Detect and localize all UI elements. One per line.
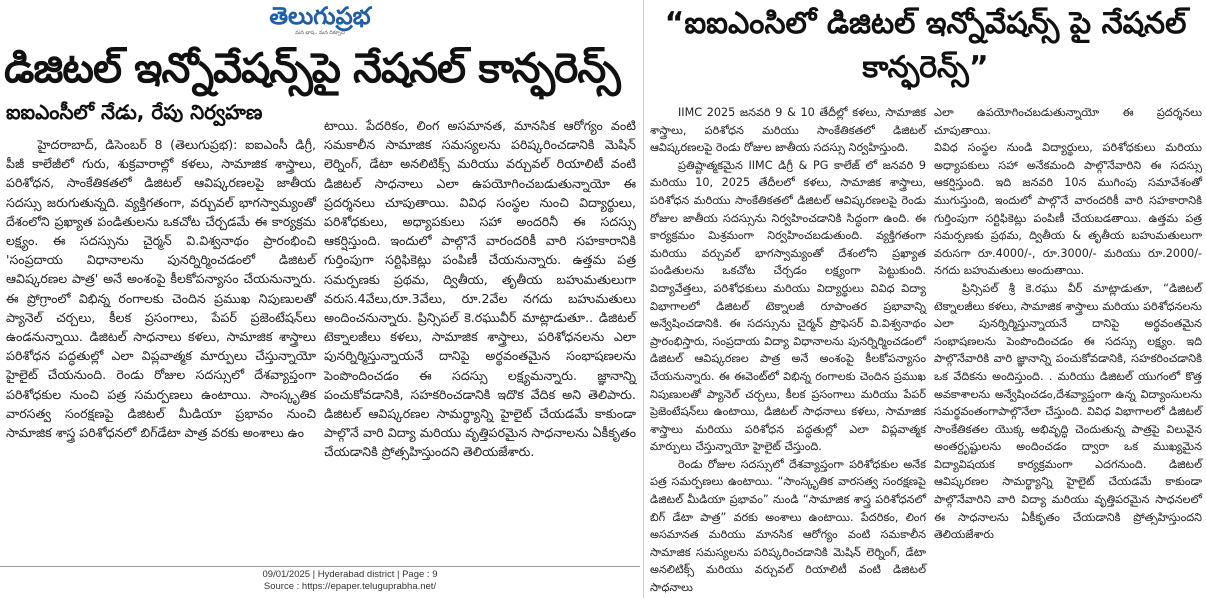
- paragraph: రెండు రోజుల సదస్సులో దేశవ్యాప్తంగా పరిశోధకుల అనేక పత్ర సమర్పణలు ఉంటాయి. “సాంస్కృతిక వారసత్వ సంరక్షణపై డిజిటల్ మీడియా ప్రభావం” నుండి “సామాజిక శాస్త్ర పరిశోధనలో బిగ్ డేటా పాత్ర” వరకు అంశాలు ఉంటాయి. పేదరికం, లింగ అసమానత మరియు మానసిక ఆరోగ్యం వంటి సమకాలీన సామాజిక సమస్యలను పరిష్కరించడానికి మెషిన్ లెర్నింగ్, డేటా అనలిటిక్స్ మరియు వర్చువల్ రియాలిటీ వంటి డిజిటల్ సాధనాలు: [650, 457, 926, 595]
- footer-divider: [0, 566, 640, 567]
- newspaper-logo: తెలుగుప్రభ: [269, 2, 371, 30]
- article-subheadline: ఐఐఎంసీలో నేడు, రేపు నిర్వహణ: [6, 100, 263, 124]
- paragraph: ఎలా ఉపయోగించబడుతున్నాయో ఈ ప్రదర్శనలు చూపుతాయి.: [934, 106, 1202, 137]
- article-column-2: [324, 116, 636, 566]
- paragraph: ప్రతిష్టాత్మకమైన IIMC డిగ్రీ & PG కాలేజ్ లో జనవరి 9 మరియు 10, 2025 తేదీలలో కళలు, సామాజిక శాస్త్రాలు, పరిశోధన మరియు సాంకేతికతలో డిజిటల్ ఆవిష్కరణలపై రెండు రోజుల జాతీయ సదస్సును నిర్వహించడానికి సిద్ధంగా ఉంది. ఈ కార్యక్రమం మిశ్రమంగా నిర్వహించబడుతుంది. వ్యక్తిగతంగా మరియు వర్చువల్ భాగస్వామ్యంతో దేశంలోని ప్రఖ్యాత పండితులను ఒకచోట చేర్చడం లక్ష్యంగా పెట్టుకుంది. విద్యావేత్తలు, పరిశోధకులు మరియు విద్యార్థులు వివిధ విద్యా విభాగాలలో డిజిటల్ టెక్నాలజీ రూపాంతర ప్రభావాన్ని అన్వేషించడానికి. ఈ సదస్సును చైర్మన్ ప్రొఫెసర్ వి.విశ్వనాథం ప్రారంభిస్తారు, సంప్రదాయ విద్యా విధానాలను పునర్నిర్మించడంలో డిజిటల్ ఆవిష్కరణల పాత్ర అనే అంశంపై కీలకోపన్యాసం చేయనున్నారు. ఈ ఈవెంట్‌లో విభిన్న రంగాలకు చెందిన ప్రముఖ నిపుణులతో ప్యానెల్ చర్చలు, కీలక ప్రసంగాలు మరియు పేపర్ ప్రెజెంటేషన్‌లు ఉంటాయి, డిజిటల్ సాధనాలు కళలు, సామాజిక శాస్త్రాలు మరియు పరిశోధన పద్ధతుల్లో ఎలా విప్లవాత్మక మార్పులు చేస్తున్నాయో హైలైట్ చేస్తుంది.: [650, 158, 926, 454]
- article-headline: డిజిటల్ ఇన్నోవేషన్స్‌పై నేషనల్ కాన్ఫరెన్స్: [4, 44, 620, 92]
- right-article-press-release: [643, 0, 1206, 598]
- logo-tagline: మన భాష.. మన దిక్సూచి: [295, 30, 345, 36]
- press-release-headline: “ఐఐఎంసిలో డిజిటల్ ఇన్నోవేషన్స్ పై నేషనల్ కాన్ఫరెన్స్”: [664, 6, 1187, 85]
- press-release-column-2: [934, 104, 1202, 598]
- paragraph: టాయి. పేదరికం, లింగ అసమానత, మానసిక ఆరోగ్యం వంటి సమకాలీన సామాజిక సమస్యలను పరిష్కరించడానికి మెషిన్ లెర్నింగ్, డేటా అనలిటిక్స్ మరియు వర్చువల్ రియాలిటీ వంటి డిజిటల్ సాధనాలు ఎలా ఉపయోగించబడుతున్నాయో ఈ ప్రదర్శనలు చూపుతాయి. వివిధ సంస్థల నుంచి విద్యార్థులు, పరిశోధకులు, అధ్యాపకులు సహా అందరినీ ఈ సదస్సు ఆకర్షిస్తుంది. ఇందులో పాల్గొనే వారందరికీ వారి సహకారానికి గుర్తింపుగా సర్టిఫికెట్లు పంపిణీ చేయనున్నారు. ఉత్తమ పత్ర సమర్పణకు ప్రథమ, ద్వితీయ, తృతీయ బహుమతులుగా వరుస.4వేలు,రూ.3వేలు, రూ.2వేల నగదు బహుమతులు అందించనున్నారు. ప్రిన్సిపల్ కె.రఘువీర్ మాట్లాడుతూ.. డిజిటల్ టెక్నాలజీలు కళలు, సామాజిక శాస్త్రాలు, పరిశోధనలను ఎలా పునర్నిర్మిస్తున్నాయనే దానిపై అర్థవంతమైన సంభాషణలను పెంపొందించడం ఈ సదస్సు లక్ష్యమన్నారు. జ్ఞానాన్ని పంచుకోవడానికి, సహకరించడానికి ఇదొక వేదిక అని తెలిపారు. డిజిటల్ ఆవిష్కరణల సామర్థ్యాన్ని హైలైట్ చేయడమే కాకుండా పాల్గొనే వారి విద్యా మరియు వృత్తిపరమైన సాధనాలను ఏకీకృతం చేయడానికి ప్రోత్సహిస్తుందని తెలియజేశారు.: [324, 118, 636, 460]
- paragraph: ప్రిన్సిపల్ శ్రీ కె.రఘు వీర్ మాట్లాడుతూ, “డిజిటల్ టెక్నాలజీలు కళలు, సామాజిక శాస్త్రాలు మరియు పరిశోధనలను ఎలా పునర్నిర్మిస్తున్నాయనే దానిపై అర్థవంతమైన సంభాషణలను పెంపొందించడం ఈ సదస్సు లక్ష్యం. ఇది పాల్గొనేవారికి వారి జ్ఞానాన్ని పంచుకోవడానికి, సహకరించడానికి ఒక వేదికను అందిస్తుంది. . మరియు డిజిటల్ యుగంలో కొత్త అవకాశాలను అన్వేషించడం,దేశవ్యాప్తంగా ఉన్న విద్యాంసులను సమర్థవంతంగాపాల్గొనేలా చేస్తుంది. వివిధ విభాగాలలో డిజిటల్ సాంకేతికతల యొక్క అభివృద్ధి చెందుతున్న పాత్రపై విలువైన అంతర్దృష్టులను అందించడం ద్వారా ఒక ముఖ్యమైన విద్యావిషయక కార్యక్రమంగా ఎదగనుంది. డిజిటల్ ఆవిష్కరణల సామర్థ్యాన్ని హైలైట్ చేయడమే కాకుండా పాల్గొనేవారిని వారి విద్యా మరియు వృత్తిపరమైన సాధనలలో ఈ సాధనాలను ఏకీకృతం చేయడానికి ప్రోత్సహిస్తుందని తెలియజేశారు: [934, 281, 1202, 542]
- source-url[interactable]: Source : https://epaper.teluguprabha.net/: [263, 581, 437, 592]
- paragraph: వివిధ సంస్థల నుండి విద్యార్థులు, పరిశోధకులు మరియు అధ్యాపకులు సహా అనేకమంది పాల్గొనేవారిని ఈ సదస్సు ఆకర్షిస్తుంది. ఇది జనవరి 10న ముగింపు సమావేశంతో ముగుస్తుంది, ఇందులో పాల్గొనే వారందరికీ వారి సహకారానికి గుర్తింపుగా సర్టిఫికెట్లు పంపిణీ చేయబడతాయి. ఉత్తమ పత్ర సమర్పణకు ప్రథమ, ద్వితీయ & తృతీయ బహుమతులుగా వరుసగా రూ.4000/-, రూ.3000/- మరియు రూ.2000/- నగదు బహుమతులు అందుతాయి.: [934, 141, 1202, 278]
- press-release-column-1: [650, 104, 926, 598]
- paragraph: IIMC 2025 జనవరి 9 & 10 తేదీల్లో కళలు, సామాజిక శాస్త్రాలు, పరిశోధన మరియు సాంకేతికతలో డిజిటల్ ఆవిష్కరణలపై రెండు రోజుల జాతీయ సదస్సు నిర్వహిస్తుంది.: [650, 106, 926, 155]
- edition-info: 09/01/2025 | Hyderabad district | Page : 9: [262, 569, 438, 580]
- article-column-1: [6, 135, 316, 565]
- source-footer: [150, 569, 550, 593]
- paragraph: హైదరాబాద్, డిసెంబర్ 8 (తెలుగుప్రభ): ఐఐఎంసీ డిగ్రీ, పీజీ కాలేజీలో గురు, శుక్రవారాల్లో కళలు, సామాజిక శాస్త్రాలు, పరిశోధన, సాంకేతికతలో డిజిటల్ ఆవిష్కరణలపై జాతీయ సదస్సు జరుగుతున్నది. వ్యక్తిగతంగా, వర్చువల్ భాగస్వామ్యంతో దేశంలోని ప్రఖ్యాత పండితులను ఒకచోట చేర్చడమే ఈ కార్యక్రమ లక్ష్యం. ఈ సదస్సును చైర్మన్ వి.విశ్వనాథం ప్రారంభించి 'సంప్రదాయ విధానాలను పునర్నిర్మించడంలో డిజిటల్ ఆవిష్కరణల పాత్ర' అనే అంశంపై కీలకోపన్యాసం చేయనున్నారు. ఈ ప్రోగ్రాంలో విభిన్న రంగాలకు చెందిన ప్రముఖ నిపుణులతో ప్యానెల్ చర్చలు, కీలక ప్రసంగాలు, పేపర్ ప్రజెంటేషన్‌లు ఉండనున్నాయి. డిజిటల్ సాధనాలు కళలు, సామాజిక శాస్త్రాలు పరిశోధన పద్ధతుల్లో ఎలా విప్లవాత్మక మార్పులు చేస్తున్నాయో హైలైట్ చేయనుంది. రెండు రోజుల సదస్సులో దేశవ్యాప్తంగా పరిశోధకుల నుంచి పత్ర సమర్పణలు ఉంటాయి. సాంస్కృతిక వారసత్వ సంరక్షణపై డిజిటల్ మీడియా ప్రభావం నుంచి సామాజిక శాస్త్ర పరిశోధనలో బిగ్‌డేటా పాత్ర వరకు అంశాలు ఉం: [6, 137, 316, 441]
